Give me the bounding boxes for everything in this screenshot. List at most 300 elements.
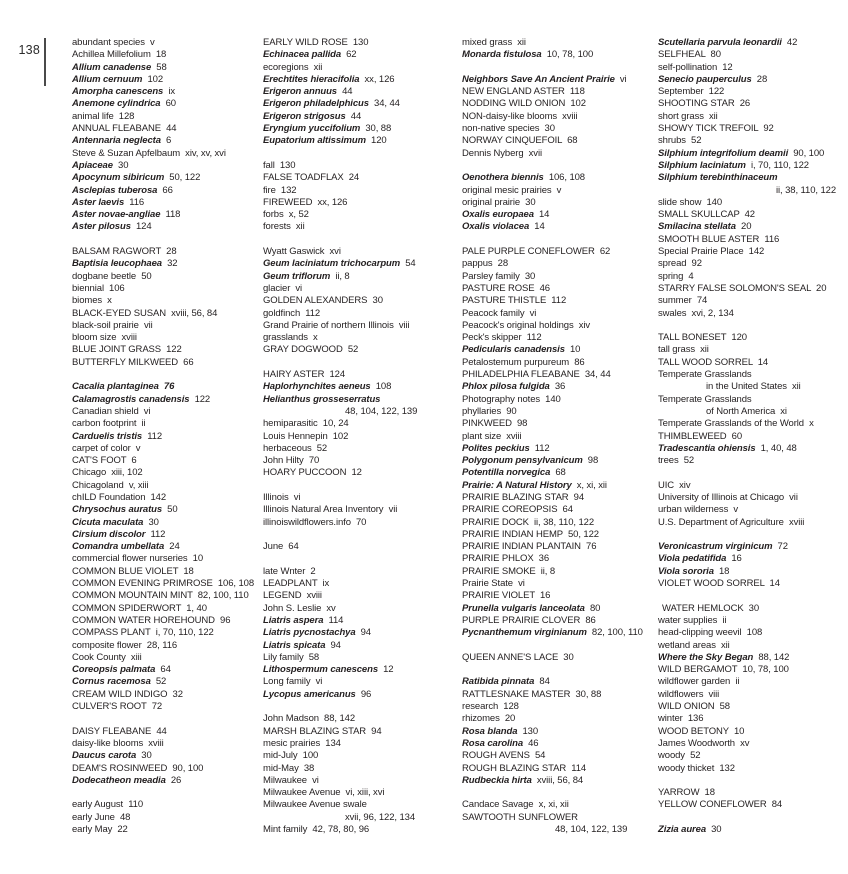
entry-pages: xviii [788, 516, 805, 528]
index-entry [658, 135, 846, 147]
entry-term: Amorpha canescens [72, 86, 164, 98]
index-entry [72, 553, 262, 565]
entry-term: biennial [72, 282, 104, 294]
entry-pages: 106 [109, 282, 125, 294]
entry-pages: xv [740, 737, 750, 749]
entry-term: PRAIRIE PHLOX [462, 553, 534, 565]
entry-term: PRAIRIE VIOLET [462, 590, 535, 602]
entry-term: Allium cernuum [72, 73, 143, 85]
entry-pages: xiv [578, 319, 591, 331]
index-entry [263, 320, 461, 332]
index-entry [658, 111, 846, 123]
entry-pages: 24 [348, 172, 360, 184]
index-entry [72, 799, 262, 811]
entry-pages: vi [619, 73, 627, 85]
entry-pages: 112 [305, 307, 321, 319]
index-entry [263, 246, 461, 258]
index-entry [658, 357, 846, 369]
index-entry [72, 652, 262, 664]
entry-term: Scutellaria parvula leonardii [658, 37, 782, 48]
index-entry [462, 603, 657, 615]
entry-term: spread [658, 258, 687, 270]
entry-term: Mint family [263, 824, 308, 835]
entry-pages: 52 [691, 135, 702, 147]
index-gap [658, 529, 846, 541]
entry-pages: 102 [570, 98, 586, 110]
entry-pages: 124 [135, 221, 152, 233]
entry-pages: xv [326, 602, 336, 614]
entry-pages: xviii [562, 110, 578, 122]
entry-pages: 18 [155, 49, 167, 61]
index-entry [263, 86, 461, 98]
entry-pages: 130 [522, 725, 539, 737]
entry-pages: ii, 8 [335, 270, 350, 282]
entry-pages: vi [518, 578, 525, 590]
index-entry [263, 590, 461, 602]
index-entry [658, 676, 846, 688]
entry-pages: 14 [757, 356, 769, 368]
entry-term: Comandra umbellata [72, 541, 165, 553]
entry-pages: 132 [280, 184, 297, 196]
entry-term: Asclepias tuberosa [72, 184, 158, 196]
index-entry [462, 590, 657, 602]
entry-term: FALSE TOADFLAX [263, 172, 344, 184]
entry-term: YARROW [658, 787, 700, 799]
index-entry [72, 62, 262, 74]
index-entry [658, 381, 846, 393]
entry-term: Where the Sky Began [658, 651, 754, 663]
entry-pages: 128 [118, 110, 135, 122]
entry-pages: 106, 108 [548, 172, 585, 184]
entry-term: Candace Savage [462, 799, 534, 811]
index-entry [462, 418, 657, 430]
entry-term: Phlox pilosa fulgida [462, 381, 550, 393]
index-entry [658, 824, 846, 836]
entry-pages: i, 70, 110, 122 [155, 627, 214, 639]
entry-pages: 64 [562, 504, 573, 516]
entry-pages: 96 [360, 688, 372, 700]
entry-pages: 112 [147, 430, 163, 442]
entry-pages: 22 [117, 824, 128, 835]
entry-pages: 62 [346, 49, 357, 61]
entry-pages: xii [792, 381, 801, 393]
index-entry [72, 763, 262, 775]
entry-pages: 28 [756, 73, 768, 85]
index-entry [462, 209, 657, 221]
entry-pages: xiv [679, 479, 691, 491]
index-entry [462, 394, 657, 406]
index-gap [263, 148, 461, 160]
entry-pages: 70 [308, 455, 320, 467]
entry-term: Prunella vulgaris lanceolata [462, 602, 585, 614]
entry-term: water supplies [658, 614, 718, 626]
entry-term: early June [72, 811, 115, 823]
index-entry [263, 615, 461, 627]
entry-pages: ii [722, 614, 727, 626]
entry-pages: 26 [170, 774, 182, 786]
index-entry [462, 381, 657, 393]
index-entry [72, 295, 262, 307]
entry-pages: 94 [371, 725, 382, 737]
entry-term: of North America [706, 405, 776, 417]
entry-term: rhizomes [462, 713, 500, 725]
index-entry [658, 713, 846, 725]
index-entry [462, 578, 657, 590]
index-entry [72, 344, 262, 356]
index-entry [263, 308, 461, 320]
index-entry [462, 517, 657, 529]
entry-pages: 1, 40 [186, 602, 207, 614]
index-gap [263, 553, 461, 565]
entry-pages: 64 [160, 664, 171, 676]
entry-pages: vi [529, 307, 537, 319]
index-entry [462, 799, 657, 811]
entry-term: Echinacea pallida [263, 49, 342, 61]
entry-term: Smilacina stellata [658, 221, 736, 233]
entry-term: Lycopus americanus [263, 688, 356, 700]
entry-term: original prairie [462, 196, 521, 208]
entry-pages: 86 [574, 356, 585, 368]
entry-pages: 90, 100 [793, 147, 825, 159]
entry-term: Polygonum pensylvanicum [462, 455, 583, 467]
index-entry [72, 603, 262, 615]
entry-term: shrubs [658, 135, 686, 147]
entry-term: woody [658, 750, 685, 762]
index-entry [658, 37, 846, 49]
entry-pages: xvi, 2, 134 [691, 307, 734, 319]
entry-pages: 58 [308, 651, 320, 663]
entry-pages: 34, 44 [374, 98, 400, 110]
entry-pages: 30 [748, 602, 760, 614]
entry-pages: 80 [710, 49, 721, 61]
entry-term: Silphium integrifolium deamii [658, 147, 789, 159]
entry-pages: viii [398, 319, 410, 331]
entry-pages: 58 [719, 701, 730, 713]
entry-pages: 80 [589, 602, 601, 614]
entry-pages: 98 [516, 418, 528, 430]
entry-pages: 20 [816, 282, 827, 294]
index-entry [462, 615, 657, 627]
index-gap [462, 787, 657, 799]
index-entry [263, 603, 461, 615]
entry-term: PALE PURPLE CONEFLOWER [462, 246, 595, 258]
index-entry [72, 541, 262, 553]
index-entry [462, 726, 657, 738]
entry-term: bloom size [72, 332, 117, 344]
index-entry [658, 246, 846, 258]
entry-term: early May [72, 824, 113, 835]
entry-term: wetland areas [658, 639, 716, 651]
index-entry [263, 295, 461, 307]
index-entry [658, 738, 846, 750]
entry-pages: xviii [148, 737, 164, 749]
entry-pages: 38 [303, 762, 315, 774]
entry-pages: 84 [771, 799, 783, 811]
index-entry [72, 578, 262, 590]
entry-term: QUEEN ANNE'S LACE [462, 651, 559, 663]
index-entry [263, 676, 461, 688]
entry-pages: 112 [534, 442, 550, 454]
index-entry [263, 37, 461, 49]
entry-term: short grass [658, 110, 704, 122]
entry-pages: 12 [383, 664, 394, 676]
entry-term: Cornus racemosa [72, 676, 151, 688]
index-entry [462, 344, 657, 356]
index-entry [263, 467, 461, 479]
index-entry [72, 111, 262, 123]
index-entry [72, 443, 262, 455]
entry-pages: 82, 100, 110 [197, 590, 249, 602]
index-entry [462, 246, 657, 258]
entry-pages: 6 [131, 455, 137, 467]
entry-pages: 60 [731, 430, 743, 442]
entry-pages: 20 [741, 221, 752, 233]
entry-term: CREAM WILD INDIGO [72, 688, 168, 700]
entry-term: Dennis Nyberg [462, 147, 524, 159]
entry-term: COMMON EVENING PRIMROSE [72, 578, 213, 590]
entry-pages: 66 [162, 184, 173, 196]
entry-term: PRAIRIE INDIAN HEMP [462, 528, 563, 540]
index-gap [72, 369, 262, 381]
index-entry [462, 627, 657, 639]
index-entry [462, 271, 657, 283]
entry-term: wildflower garden [658, 676, 731, 688]
index-entry [72, 750, 262, 762]
index-entry [72, 726, 262, 738]
index-entry [658, 418, 846, 430]
index-entry [72, 406, 262, 418]
index-entry [263, 541, 461, 553]
entry-pages: 34, 44 [584, 369, 611, 381]
entry-term: mixed grass [462, 37, 513, 48]
entry-pages: 94 [360, 627, 371, 639]
index-entry [263, 799, 461, 811]
entry-pages: xii [720, 639, 730, 651]
entry-pages: vii [789, 491, 798, 503]
index-entry [462, 369, 657, 381]
entry-term: WILD ONION [658, 701, 715, 713]
entry-term: Veronicastrum virginicum [658, 541, 773, 553]
entry-term: John Madson [263, 713, 319, 725]
entry-pages: 10 [192, 553, 204, 565]
entry-term: Zizia aurea [658, 824, 707, 835]
index-entry [658, 160, 846, 172]
entry-term: Special Prairie Place [658, 246, 744, 258]
index-entry [72, 492, 262, 504]
entry-pages: xx, 126 [364, 73, 395, 85]
entry-pages: 128 [503, 701, 519, 713]
index-gap [658, 467, 846, 479]
entry-term: fire [263, 184, 276, 196]
entry-term: Illinois Natural Area Inventory [263, 504, 384, 516]
entry-pages: ii, 38, 110, 122 [534, 516, 595, 528]
index-entry [72, 480, 262, 492]
entry-term: Illinois [263, 491, 289, 503]
index-entry [462, 332, 657, 344]
entry-pages: 84 [539, 676, 550, 688]
index-entry [263, 824, 461, 836]
index-entry [462, 98, 657, 110]
index-entry [72, 135, 262, 147]
index-entry [263, 160, 461, 172]
entry-term: Viola pedatifida [658, 553, 727, 565]
entry-term: daisy-like blooms [72, 737, 144, 749]
entry-term: TALL WOOD SORREL [658, 356, 753, 368]
index-entry [263, 197, 461, 209]
index-column-1 [72, 37, 262, 836]
entry-pages: v [135, 442, 141, 454]
index-entry [263, 283, 461, 295]
index-entry [263, 443, 461, 455]
entry-pages: 4 [688, 270, 694, 282]
index-entry [263, 209, 461, 221]
index-entry [263, 652, 461, 664]
entry-term: Wyatt Gaswick [263, 246, 325, 258]
index-entry [462, 713, 657, 725]
index-entry [462, 308, 657, 320]
index-entry [658, 185, 846, 197]
entry-term: Senecio pauperculus [658, 73, 752, 85]
entry-pages: 1, 40, 48 [760, 442, 797, 454]
entry-pages: 42, 78, 80, 96 [312, 824, 370, 835]
index-entry [462, 553, 657, 565]
index-entry [263, 689, 461, 701]
index-entry [72, 431, 262, 443]
entry-term: Apiaceae [72, 159, 113, 171]
entry-term: DAISY FLEABANE [72, 725, 152, 737]
entry-pages: ii [141, 418, 146, 430]
entry-term: SMALL SKULLCAP [658, 209, 740, 221]
entry-term: Eryngium yuccifolium [263, 123, 361, 135]
entry-term: Temperate Grasslands [658, 393, 752, 405]
entry-term: Rosa carolina [462, 737, 524, 749]
entry-term: GRAY DOGWOOD [263, 344, 343, 356]
entry-term: Oenothera biennis [462, 172, 544, 184]
entry-term: Erigeron strigosus [263, 110, 346, 122]
entry-term: Milwaukee Avenue [263, 787, 341, 799]
index-entry [72, 148, 262, 160]
index-entry [462, 541, 657, 553]
index-entry [462, 172, 657, 184]
entry-pages: xiii [130, 651, 142, 663]
entry-pages: 12 [722, 61, 733, 73]
entry-term: Temperate Grasslands [658, 369, 752, 381]
entry-term: winter [658, 713, 683, 725]
index-entry [462, 701, 657, 713]
index-entry [263, 726, 461, 738]
entry-term: Liatris aspera [263, 614, 324, 626]
index-gap [72, 713, 262, 725]
entry-term: FIREWEED [263, 196, 313, 208]
entry-term: COMMON BLUE VIOLET [72, 565, 179, 577]
entry-pages: 54 [405, 258, 416, 270]
index-gap [462, 160, 657, 172]
index-entry [462, 135, 657, 147]
entry-term: spring [658, 270, 684, 282]
entry-term: Cirsium discolor [72, 528, 146, 540]
entry-pages: 54 [534, 750, 546, 762]
entry-term: LEGEND [263, 590, 302, 602]
index-entry [72, 332, 262, 344]
index-entry [462, 185, 657, 197]
index-entry [658, 86, 846, 98]
entry-term: UIC [658, 479, 675, 491]
entry-term: mid-May [263, 762, 299, 774]
entry-term: Oxalis europaea [462, 209, 534, 221]
index-gap [263, 357, 461, 369]
entry-pages: xiii, 102 [111, 467, 143, 479]
entry-pages: 52 [316, 442, 328, 454]
index-entry [263, 74, 461, 86]
entry-pages: vi, xiii, xvi [345, 787, 385, 799]
index-entry [658, 443, 846, 455]
entry-term: James Woodworth [658, 737, 735, 749]
index-entry [658, 295, 846, 307]
entry-pages: 90, 100 [172, 762, 204, 774]
entry-term: slide show [658, 196, 702, 208]
index-entry [263, 763, 461, 775]
entry-pages: 30 [372, 295, 383, 307]
entry-term: animal life [72, 110, 114, 122]
index-entry [263, 98, 461, 110]
entry-term: SELFHEAL [658, 49, 706, 61]
index-entry [72, 566, 262, 578]
entry-term: trees [658, 455, 679, 467]
entry-pages: xviii, 56, 84 [171, 307, 218, 319]
entry-pages: 72 [777, 541, 788, 553]
entry-term: BUTTERFLY MILKWEED [72, 356, 179, 368]
entry-term: dogbane beetle [72, 270, 137, 282]
index-entry [462, 320, 657, 332]
index-entry [462, 467, 657, 479]
entry-term: carpet of color [72, 442, 131, 454]
entry-pages: 86 [585, 614, 596, 626]
index-entry [658, 627, 846, 639]
entry-pages: 120 [731, 332, 747, 344]
index-entry [263, 578, 461, 590]
entry-term: BLACK-EYED SUSAN [72, 307, 166, 319]
index-entry [658, 98, 846, 110]
entry-term: HAIRY ASTER [263, 369, 325, 381]
index-entry [72, 504, 262, 516]
entry-pages: 30 [563, 651, 574, 663]
entry-term: U.S. Department of Agriculture [658, 516, 784, 528]
entry-term: CAT'S FOOT [72, 455, 127, 467]
index-gap [72, 787, 262, 799]
entry-pages: 92 [691, 258, 702, 270]
entry-pages: 134 [325, 737, 341, 749]
entry-pages: 60 [165, 98, 176, 110]
entry-pages: x [809, 418, 814, 430]
index-entry [263, 62, 461, 74]
index-entry [263, 344, 461, 356]
entry-pages: 112 [526, 332, 542, 344]
entry-pages: xii [700, 344, 709, 356]
index-entry [263, 787, 461, 799]
index-entry [72, 664, 262, 676]
entry-term: Viola sororia [658, 565, 714, 577]
entry-pages: vi [312, 774, 319, 786]
entry-pages: 16 [539, 590, 551, 602]
entry-pages: 52 [683, 455, 695, 467]
entry-pages: 50 [141, 270, 152, 282]
entry-term: WILD BERGAMOT [658, 664, 738, 676]
entry-term: HOARY PUCCOON [263, 467, 347, 479]
entry-term: Chicagoland [72, 479, 124, 491]
entry-term: Apocynum sibiricum [72, 172, 165, 184]
index-entry [658, 394, 846, 406]
entry-term: Allium canadense [72, 61, 152, 73]
